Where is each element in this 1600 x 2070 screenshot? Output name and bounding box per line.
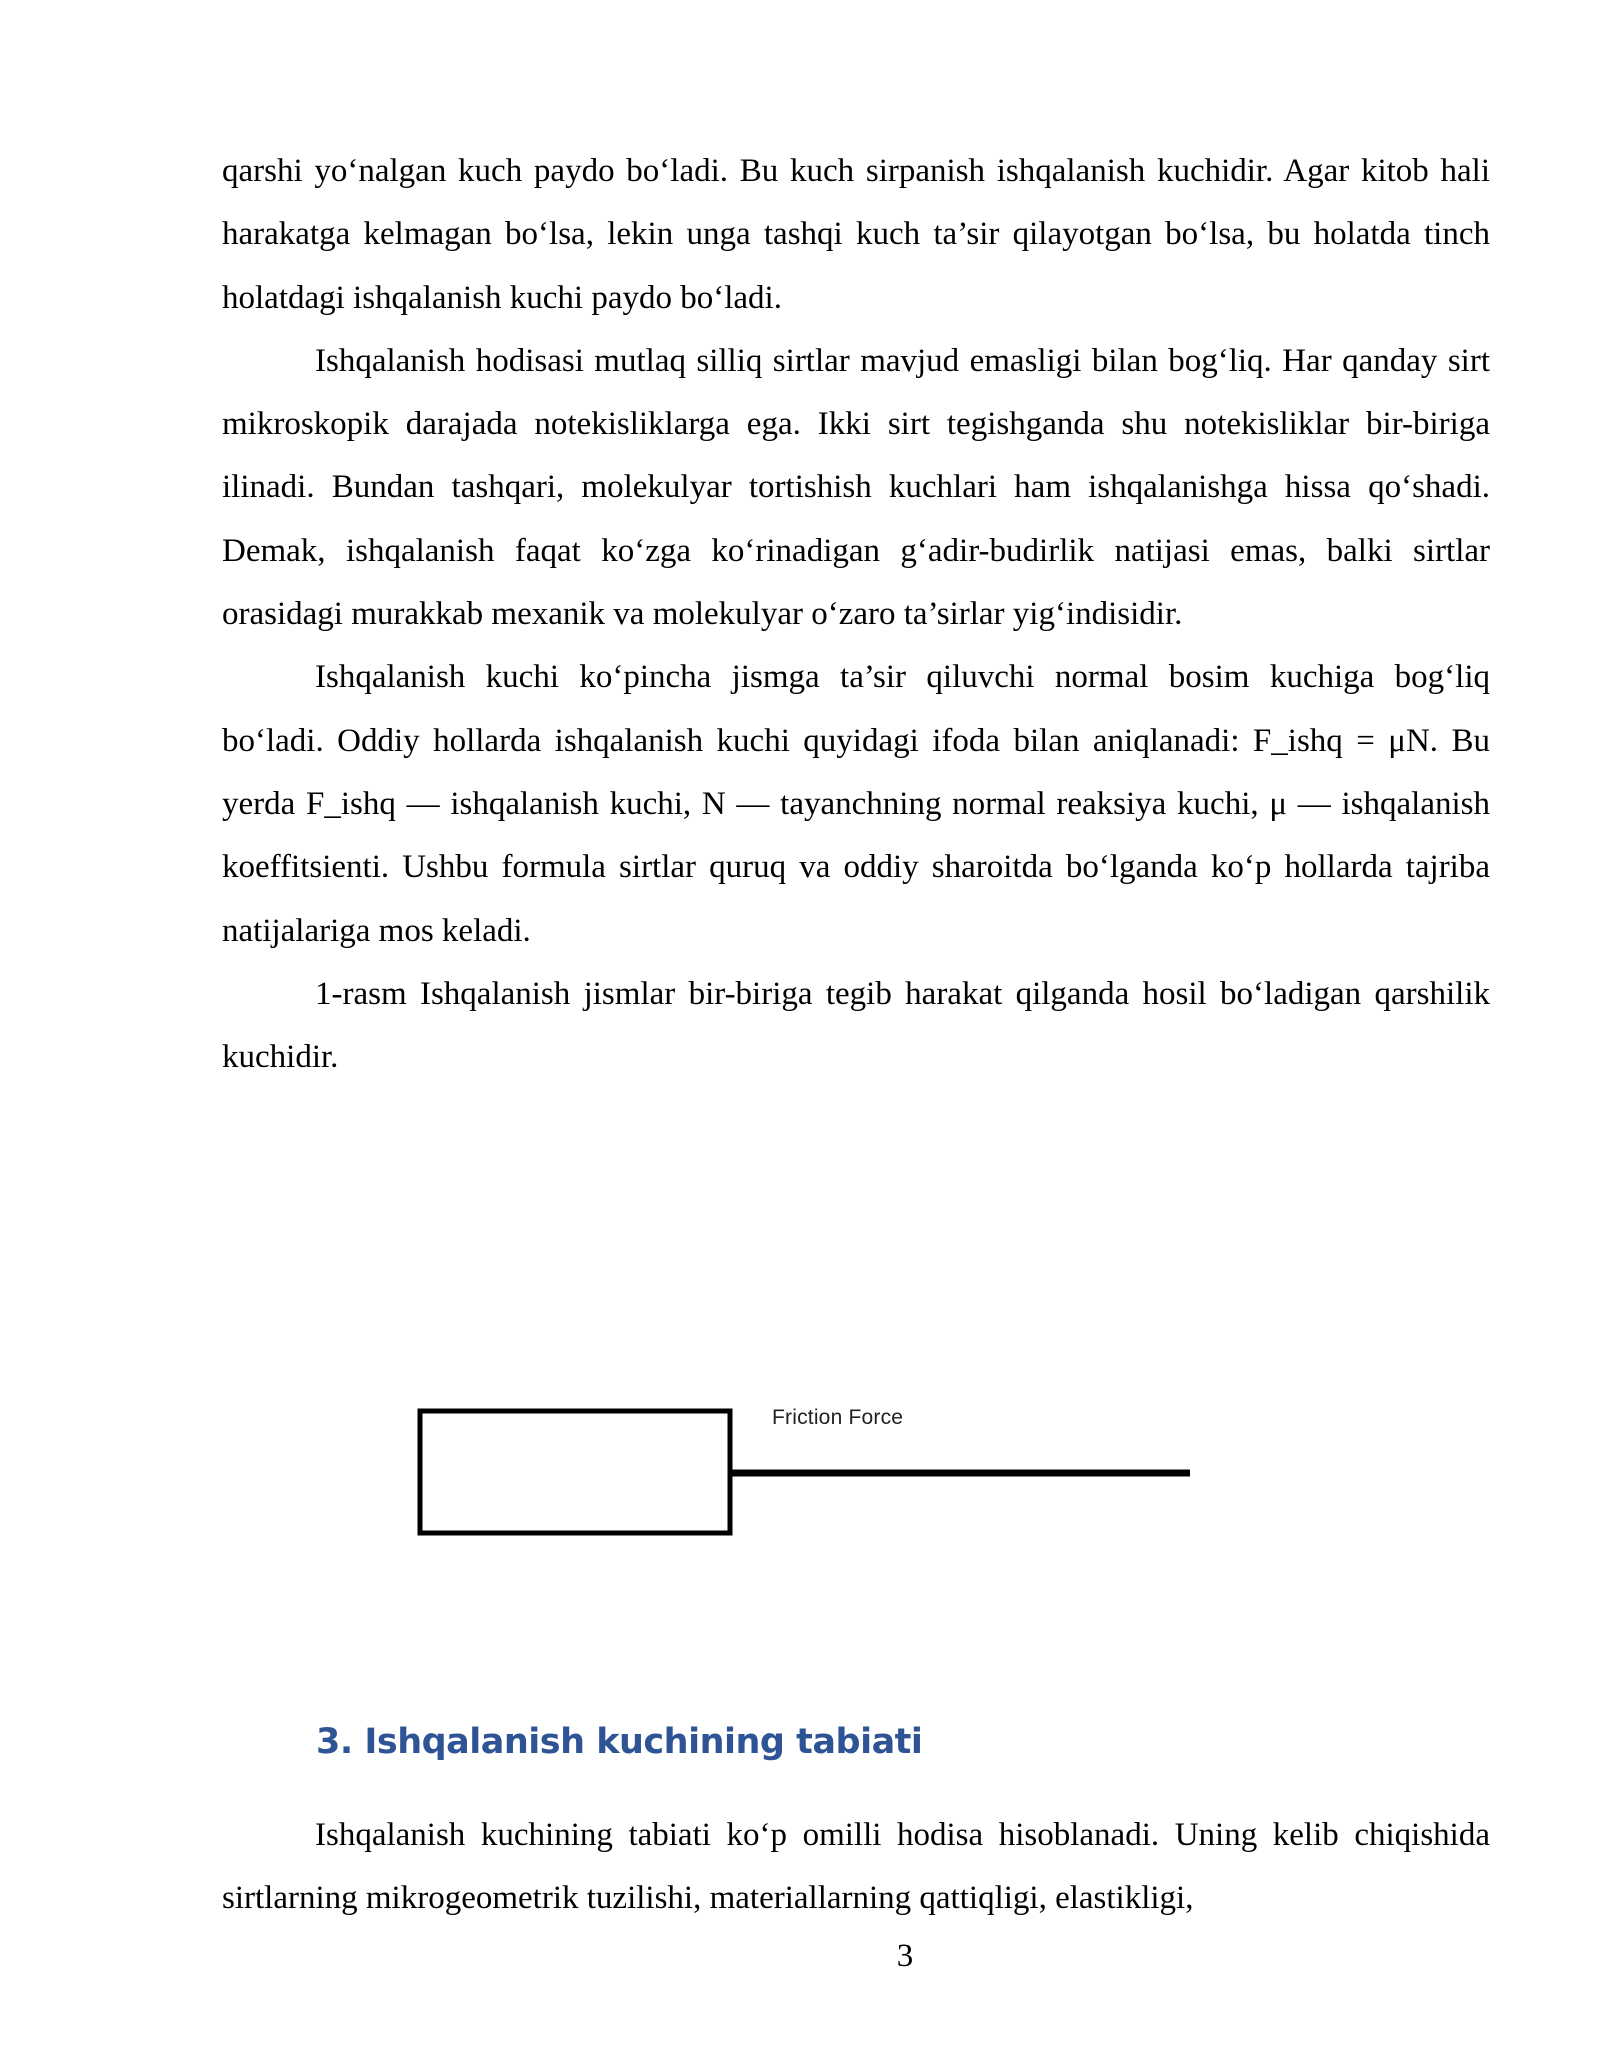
paragraph-friction-nature: Ishqalanish kuchining tabiati ko‘p omilli hodisa hisoblanadi. Uning kelib chiqishida sirtlarning mikrogeometrik tuzilishi, materiallarning qattiqligi, elastikligi, xyxy=(222,1817,1490,1917)
body-text xyxy=(222,140,1490,1089)
paragraph-surface-roughness: Ishqalanish hodisasi mutlaq silliq sirtlar mavjud emasligi bilan bog‘liq. Har qanday sirt mikroskopik darajada notekisliklarga ega. Ikki sirt tegishganda shu notekisliklar bir-biriga ilinadi. Bundan tashqari, molekulyar tortishish kuchlari ham ishqalanishga hissa qo‘shadi. Demak, ishqalanish faqat ko‘zga ko‘rinadigan g‘adir-budirlik natijasi emas, balki sirtlar orasidagi murakkab mexanik va molekulyar o‘zaro ta’sirlar yig‘indisidir. xyxy=(222,342,1490,633)
page-number: 3 xyxy=(896,1938,914,1974)
section-heading: 3. Ishqalanish kuchining tabiati xyxy=(316,1722,923,1762)
section-body-text xyxy=(222,1804,1490,1931)
block-rectangle xyxy=(420,1411,730,1533)
figure-caption: 1-rasm Ishqalanish jismlar bir-biriga tegib harakat qilganda hosil bo‘ladigan qarshilik kuchidir. xyxy=(222,975,1490,1076)
paragraph-friction-formula: Ishqalanish kuchi ko‘pincha jismga ta’sir qiluvchi normal bosim kuchiga bog‘liq bo‘ladi. Oddiy hollarda ishqalanish kuchi quyidagi ifoda bilan aniqlanadi: F_ishq = μN. Bu yerda F_ishq — ishqalanish kuchi, N — tayanchning normal reaksiya kuchi, μ — ishqalanish koeffitsienti. Ushbu formula sirtlar quruq va oddiy sharoitda bo‘lganda ko‘p hollarda tajriba natijalariga mos keladi. xyxy=(222,659,1490,949)
friction-force-label: Friction Force xyxy=(772,1406,904,1429)
paragraph-continuation: qarshi yo‘nalgan kuch paydo bo‘ladi. Bu kuch sirpanish ishqalanish kuchidir. Agar kitob hali harakatga kelmagan bo‘lsa, lekin unga tashqi kuch ta’sir qilayotgan bo‘lsa, bu holatda tinch holatdagi ishqalanish kuchi paydo bo‘ladi. xyxy=(222,153,1490,316)
